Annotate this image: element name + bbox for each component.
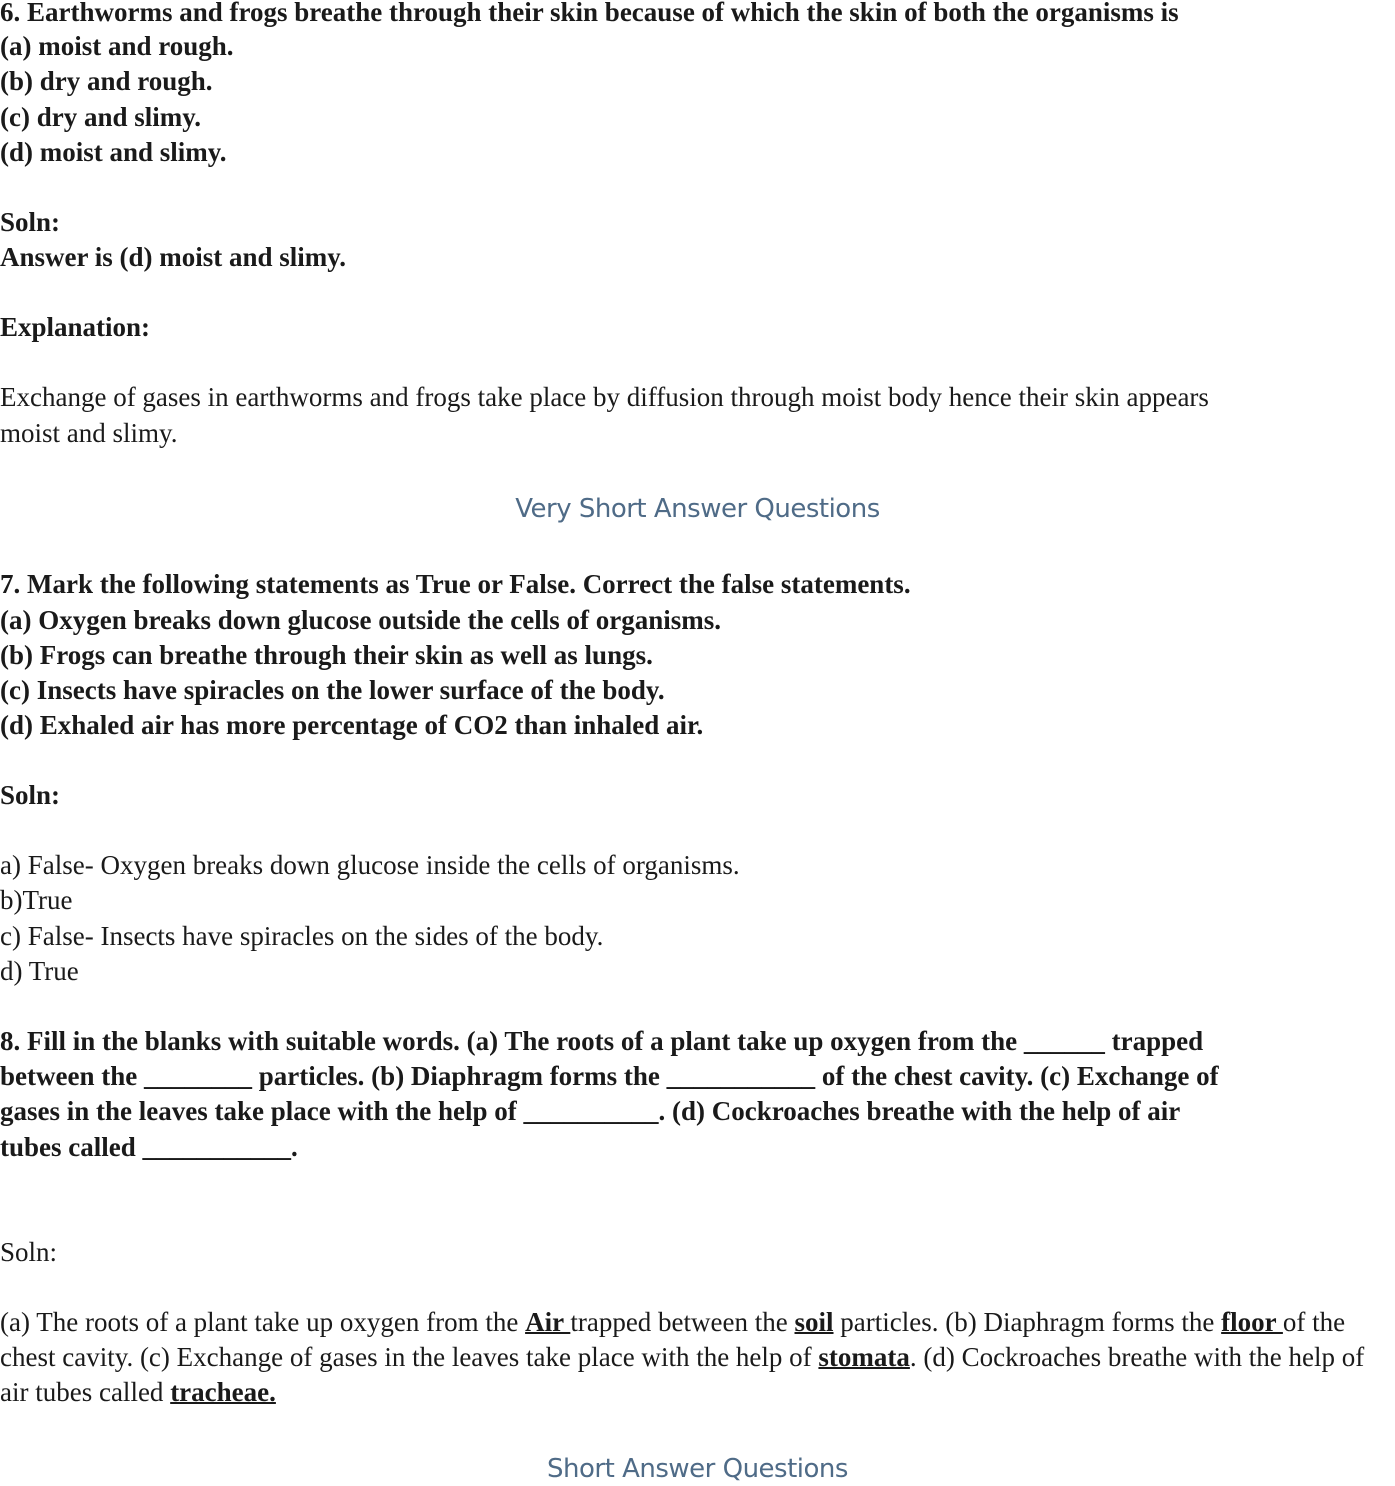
q8-line1: 8. Fill in the blanks with suitable words. (a) The roots of a plant take up oxygen from the ______ trapped [0,1026,1204,1056]
q7-statement-a: (a) Oxygen breaks down glucose outside the cells of organisms. [0,605,722,635]
q8-answer-paragraph [0,1305,1395,1410]
q6-option-d: (d) moist and slimy. [0,137,227,167]
q8-line2: between the ________ particles. (b) Diaphragm forms the ___________ of the chest cavity. (c) Exchange of [0,1061,1219,1091]
q6-answer: Answer is (d) moist and slimy. [0,242,347,272]
q7-question: 7. Mark the following statements as True or False. Correct the false statements. [0,569,911,599]
answer-word-tracheae: tracheae. [170,1377,276,1407]
answer-word-floor: floor [1221,1307,1283,1337]
q7-statement-c: (c) Insects have spiracles on the lower surface of the body. [0,675,665,705]
answer-word-stomata: stomata [818,1342,910,1372]
q6-explanation-line1: Exchange of gases in earthworms and frogs take place by diffusion through moist body hence their skin appears [0,382,1209,412]
q6-option-a: (a) moist and rough. [0,31,234,61]
q7-answer-b: b)True [0,885,73,915]
q6-soln-label: Soln: [0,207,61,237]
q6-explanation-label: Explanation: [0,312,151,342]
q7-soln-label: Soln: [0,780,61,810]
answer-text: trapped between the [570,1307,795,1337]
q8-soln-label: Soln: [0,1237,58,1267]
answer-text: . (d) Cockroaches breathe with the help of air tubes called [0,1342,1365,1407]
q8-line3: gases in the leaves take place with the help of __________. (d) Cockroaches breathe with the help of air [0,1096,1181,1126]
q7-answer-c: c) False- Insects have spiracles on the sides of the body. [0,921,604,951]
answer-text: of the chest cavity. (c) Exchange of gases in the leaves take place with the help of [0,1307,1346,1372]
q7-statement-d: (d) Exhaled air has more percentage of CO2 than inhaled air. [0,710,704,740]
q6-explanation-line2: moist and slimy. [0,418,178,448]
q8-line4: tubes called ___________. [0,1132,298,1162]
answer-text: (a) The roots of a plant take up oxygen from the [0,1307,526,1337]
section-heading-very-short: Very Short Answer Questions [515,494,880,524]
q6-option-c: (c) dry and slimy. [0,102,202,132]
answer-text: particles. (b) Diaphragm forms the [833,1307,1222,1337]
q7-statement-b: (b) Frogs can breathe through their skin as well as lungs. [0,640,653,670]
answer-word-air: Air [525,1307,571,1337]
q7-answer-a: a) False- Oxygen breaks down glucose inside the cells of organisms. [0,850,740,880]
q7-answer-d: d) True [0,956,79,986]
section-heading-short: Short Answer Questions [547,1454,848,1484]
answer-word-soil: soil [794,1307,834,1337]
q6-question: 6. Earthworms and frogs breathe through their skin because of which the skin of both the organisms is [0,0,1179,27]
q6-option-b: (b) dry and rough. [0,66,213,96]
